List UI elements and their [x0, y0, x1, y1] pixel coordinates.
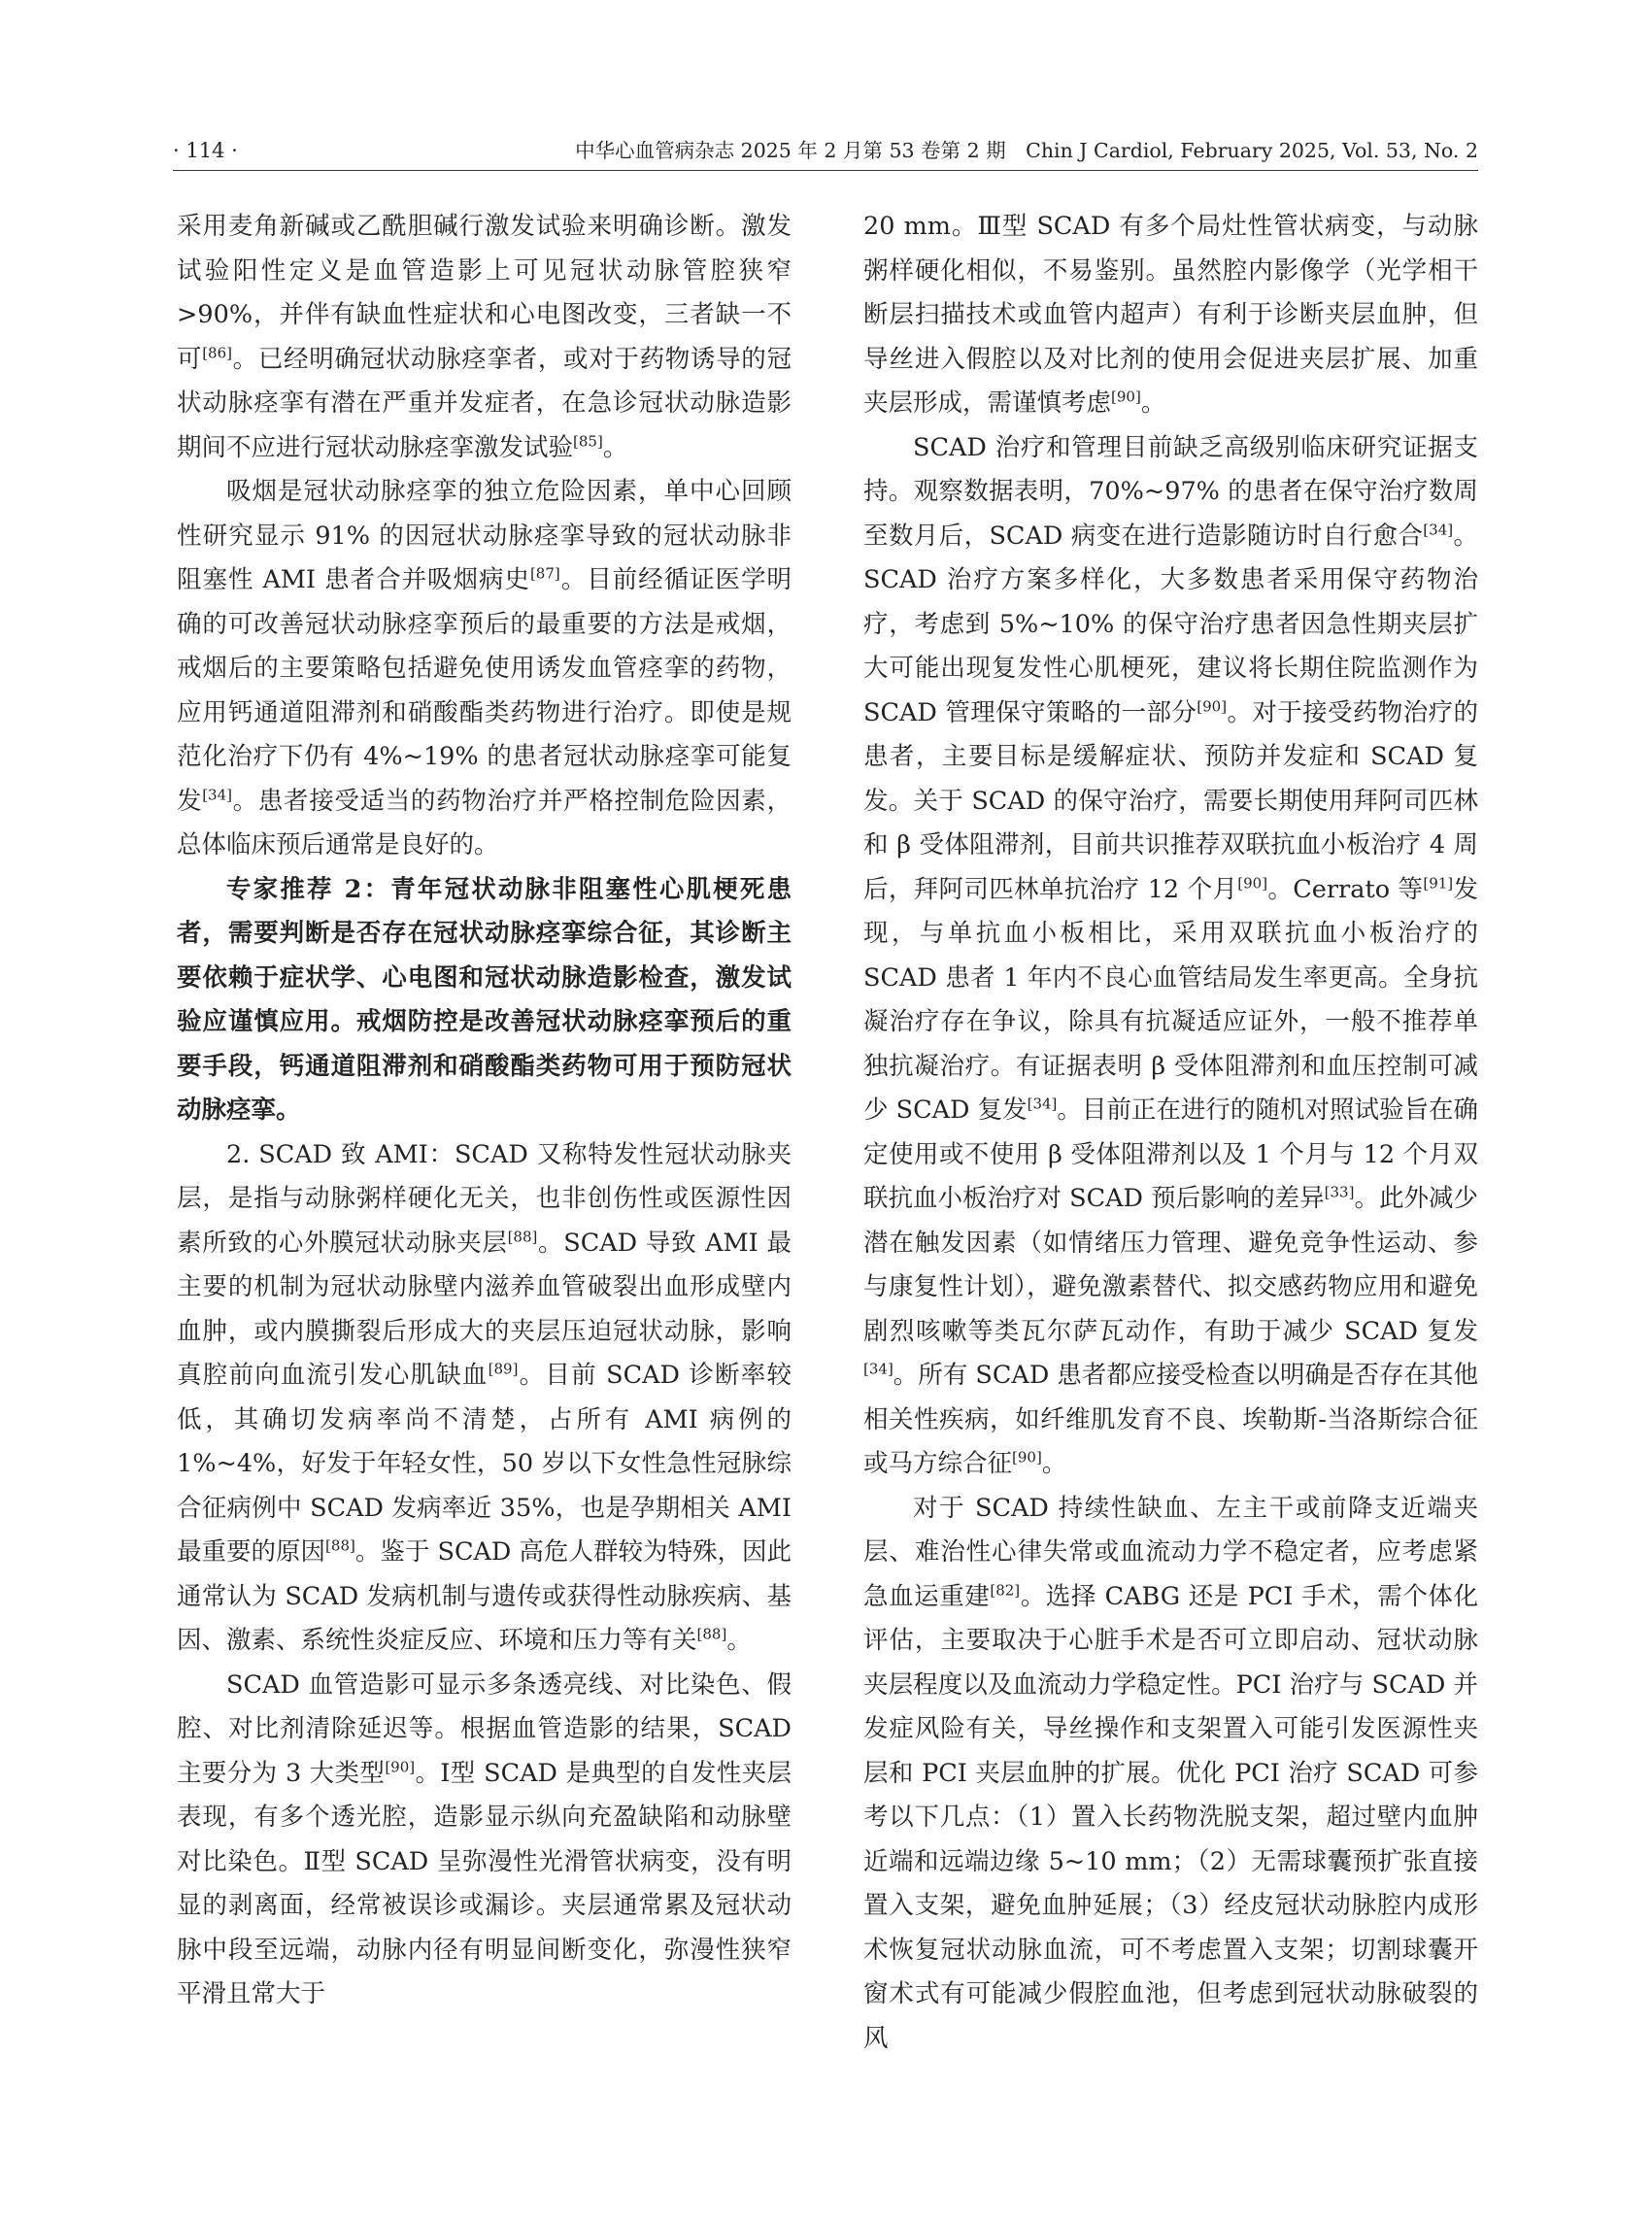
- paragraph-text: 。SCAD 导致 AMI 最主要的机制为冠状动脉壁内滋养血管破裂出血形成壁内血肿，或内膜撕裂后形成大的夹层压迫冠状动脉，影响真腔前向血流引发心肌缺血: [177, 1228, 792, 1390]
- paragraph-text: 。已经明确冠状动脉痉挛者，或对于药物诱导的冠状动脉痉挛有潜在严重并发症者，在急诊冠状动脉造影期间不应进行冠状动脉痉挛激发试验: [177, 344, 792, 462]
- citation-ref: [82]: [990, 1581, 1021, 1599]
- right-column: [863, 205, 1478, 2167]
- page-number: · 114 ·: [173, 139, 238, 162]
- citation-ref: [86]: [202, 344, 232, 361]
- paragraph-text: 吸烟是冠状动脉痉挛的独立危险因素，单中心回顾性研究显示 91% 的因冠状动脉痉挛导致的冠状动脉非阻塞性 AMI 患者合并吸烟病史: [177, 477, 792, 594]
- paragraph-text: 20 mm。Ⅲ型 SCAD 有多个局灶性管状病变，与动脉粥样硬化相似，不易鉴别。虽然腔内影像学（光学相干断层扫描技术或血管内超声）有利于诊断夹层血肿，但导丝进入假腔以及对比剂的使用会促进夹层扩展、加重夹层形成，需谨慎考虑: [863, 212, 1478, 418]
- header-rule: [173, 170, 1478, 171]
- paragraph-text: 。: [1041, 1449, 1067, 1478]
- citation-ref: [91]: [1423, 874, 1454, 892]
- paragraph-text: 对于 SCAD 持续性缺血、左主干或前降支近端夹层、难治性心律失常或血流动力学不稳定者，应考虑紧急血运重建: [863, 1493, 1478, 1611]
- paragraph-text: 专家推荐 2：青年冠状动脉非阻塞性心肌梗死患者，需要判断是否存在冠状动脉痉挛综合征，其诊断主要依赖于症状学、心电图和冠状动脉造影检查，激发试验应谨慎应用。戒烟防控是改善冠状动脉痉挛预后的重要手段，钙通道阻滞剂和硝酸酯类药物可用于预防冠状动脉痉挛。: [177, 874, 792, 1125]
- paragraph-text: 。患者接受适当的药物治疗并严格控制危险因素，总体临床预后通常是良好的。: [177, 786, 792, 860]
- citation-ref: [88]: [325, 1536, 355, 1555]
- citation-ref: [90]: [1237, 874, 1268, 892]
- expert-recommendation-paragraph: [177, 868, 792, 1133]
- paragraph-text: 。SCAD 治疗方案多样化，大多数患者采用保守药物治疗，考虑到 5%~10% 的保守治疗患者因急性期夹层扩大可能出现复发性心肌梗死，建议将长期住院监测作为 SCAD 管理保守策略的一部分: [863, 521, 1478, 727]
- paragraph-text: 。鉴于 SCAD 高危人群较为特殊，因此通常认为 SCAD 发病机制与遗传或获得性动脉疾病、基因、激素、系统性炎症反应、环境和压力等有关: [177, 1537, 792, 1655]
- paragraph-text: 。: [726, 1626, 752, 1655]
- citation-ref: [90]: [1012, 1448, 1042, 1466]
- paragraph-text: 2. SCAD 致 AMI：SCAD 又称特发性冠状动脉夹层，是指与动脉粥样硬化无关，也非创伤性或医源性因素所致的心外膜冠状动脉夹层: [177, 1139, 792, 1258]
- paragraph-text: 。所有 SCAD 患者都应接受检查以明确是否存在其他相关性疾病，如纤维肌发育不良、埃勒斯-当洛斯综合征或马方综合征: [863, 1361, 1478, 1478]
- citation-ref: [88]: [507, 1228, 538, 1245]
- paragraph-text: 。目前正在进行的随机对照试验旨在确定使用或不使用 β 受体阻滞剂以及 1 个月与 12 个月双联抗血小板治疗对 SCAD 预后影响的差异: [863, 1096, 1478, 1213]
- citation-ref: [88]: [696, 1625, 727, 1643]
- body-paragraph: [863, 205, 1478, 426]
- journal-citation: 中华心血管病杂志 2025 年 2 月第 53 卷第 2 期 Chin J Cardiol, February 2025, Vol. 53, No. 2: [575, 139, 1478, 162]
- body-paragraph: [177, 1664, 792, 2017]
- citation-ref: [90]: [385, 1758, 416, 1775]
- paragraph-text: 。Cerrato 等: [1267, 874, 1424, 904]
- citation-ref: [87]: [529, 564, 560, 583]
- paragraph-text: 。: [602, 432, 628, 462]
- citation-ref: [34]: [863, 1360, 893, 1378]
- paragraph-text: 。选择 CABG 还是 PCI 手术，需个体化评估，主要取决于心脏手术是否可立即启动、冠状动脉夹层程度以及血流动力学稳定性。PCI 治疗与 SCAD 并发症风险有关，导丝操作和支架置入可能引发医源性夹层和 PCI 夹层血肿的扩展。优化 PCI 治疗 SCAD 可参考以下几点：（1）置入长药物洗脱支架，超过壁内血肿近端和远端边缘 5~10 mm；（2）无需球囊预扩张直接置入支架，避免血肿延展；（3）经皮冠状动脉腔内成形术恢复冠状动脉血流，可不考虑置入支架；切割球囊开窗术式有可能减少假腔血池，但考虑到冠状动脉破裂的风: [863, 1581, 1478, 2053]
- citation-ref: [33]: [1324, 1183, 1355, 1201]
- paragraph-text: 。Ⅰ型 SCAD 是典型的自发性夹层表现，有多个透光腔，造影显示纵向充盈缺陷和动脉壁对比染色。Ⅱ型 SCAD 呈弥漫性光滑管状病变，没有明显的剥离面，经常被误诊或漏诊。夹层通常累及冠状动脉中段至远端，动脉内径有明显间断变化，弥漫性狭窄平滑且常大于: [177, 1758, 792, 2008]
- paragraph-text: 。: [1140, 388, 1166, 418]
- paragraph-text: 。对于接受药物治疗的患者，主要目标是缓解症状、预防并发症和 SCAD 复发。关于 SCAD 的保守治疗，需要长期使用拜阿司匹林和 β 受体阻滞剂，目前共识推荐双联抗血小板治疗 4 周后，拜阿司匹林单抗治疗 12 个月: [863, 697, 1478, 904]
- citation-ref: [85]: [573, 432, 603, 450]
- paragraph-text: 发现，与单抗血小板相比，采用双联抗血小板治疗的 SCAD 患者 1 年内不良心血管结局发生率更高。全身抗凝治疗存在争议，除具有抗凝适应证外，一般不推荐单独抗凝治疗。有证据表明 β 受体阻滞剂和血压控制可减少 SCAD 复发: [863, 874, 1478, 1125]
- paragraph-text: 。此外减少潜在触发因素（如情绪压力管理、避免竞争性运动、参与康复性计划），避免激素替代、拟交感药物应用和避免剧烈咳嗽等类瓦尔萨瓦动作，有助于减少 SCAD 复发: [863, 1184, 1478, 1346]
- paragraph-text: SCAD 血管造影可显示多条透亮线、对比染色、假腔、对比剂清除延迟等。根据血管造影的结果，SCAD 主要分为 3 大类型: [177, 1669, 792, 1788]
- body-paragraph: [177, 470, 792, 868]
- citation-ref: [34]: [1027, 1095, 1058, 1113]
- body-paragraph: [177, 1133, 792, 1664]
- citation-ref: [90]: [1111, 388, 1141, 406]
- body-paragraph: [863, 1487, 1478, 2062]
- left-column: [177, 205, 792, 2167]
- paragraph-text: SCAD 治疗和管理目前缺乏高级别临床研究证据支持。观察数据表明，70%~97% 的患者在保守治疗数周至数月后，SCAD 病变在进行造影随访时自行愈合: [863, 432, 1478, 551]
- citation-ref: [89]: [488, 1360, 519, 1378]
- paragraph-text: 。目前经循证医学明确的可改善冠状动脉痉挛预后的最重要的方法是戒烟，戒烟后的主要策略包括避免使用诱发血管痉挛的药物，应用钙通道阻滞剂和硝酸酯类药物进行治疗。即使是规范化治疗下仍有 4%~19% 的患者冠状动脉痉挛可能复发: [177, 565, 792, 816]
- citation-ref: [90]: [1197, 697, 1228, 715]
- body-paragraph: [177, 205, 792, 470]
- citation-ref: [34]: [202, 786, 232, 803]
- paragraph-text: 。目前 SCAD 诊断率较低，其确切发病率尚不清楚，占所有 AMI 病例的 1%~4%，好发于年轻女性，50 岁以下女性急性冠脉综合征病例中 SCAD 发病率近 35%，也是孕期相关 AMI 最重要的原因: [177, 1361, 792, 1567]
- citation-ref: [34]: [1423, 521, 1454, 538]
- running-header: [173, 134, 1478, 167]
- paragraph-text: 采用麦角新碱或乙酰胆碱行激发试验来明确诊断。激发试验阳性定义是血管造影上可见冠状动脉管腔狭窄>90%，并伴有缺血性症状和心电图改变，三者缺一不可: [177, 212, 792, 374]
- body-paragraph: [863, 426, 1478, 1487]
